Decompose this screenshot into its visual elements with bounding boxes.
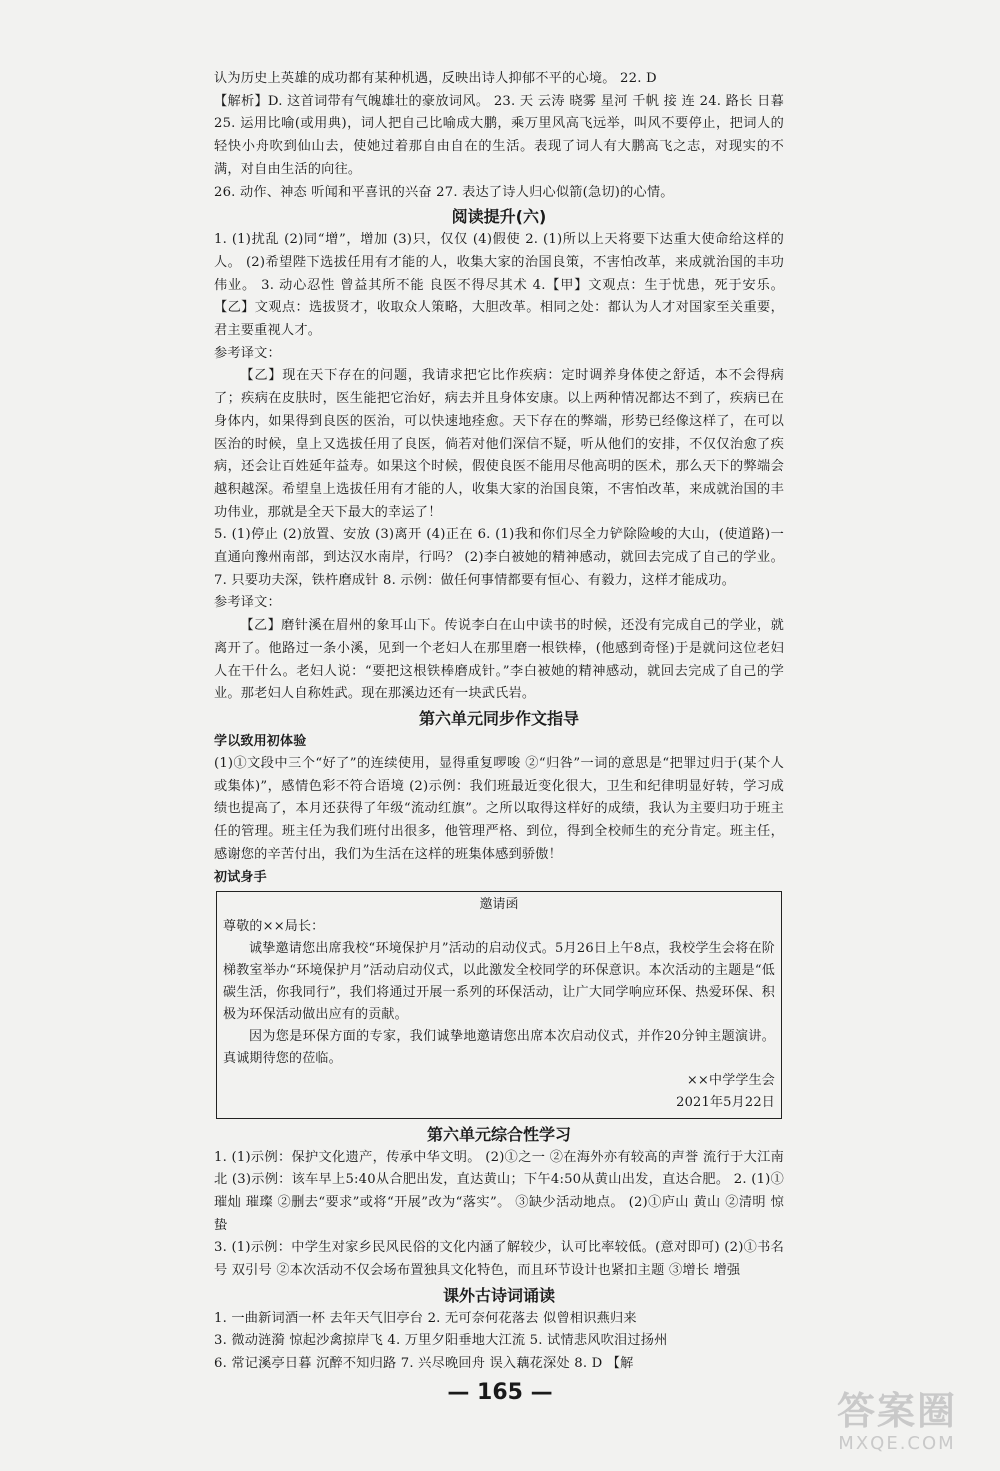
subheading-try: 初试身手: [214, 869, 267, 885]
invitation-paragraph-2: 因为您是环保方面的专家，我们诚挚地邀请您出席本次启动仪式，并作20分钟主题演讲。真诚期待您的莅临。: [223, 1028, 775, 1066]
poetry-line-2: 3. 微动涟漪 惊起沙禽掠岸飞 4. 万里夕阳垂地大江流 5. 试情悲风吹泪过扬州: [214, 1333, 668, 1349]
reference-translation-2: 【乙】磨针溪在眉州的象耳山下。传说李白在山中读书的时候，还没有完成自己的学业，就离开了。他路过一条小溪，见到一个老妇人在那里磨一根铁棒，(他感到奇怪)于是就问这位老妇人在干什么。老妇人说：“要把这根铁棒磨成针。”李白被她的精神感动，就回去完成了自己的学业。那老妇人自称姓武。现在那溪边还有一块武氏岩。: [214, 618, 784, 702]
page-number: — 165 —: [447, 1380, 553, 1405]
reading-answers-part1: 1. (1)扰乱 (2)同“增”，增加 (3)只，仅仅 (4)假使 2. (1)所以上天将要下达重大使命给这样的人。 (2)希望陛下选拔任用有才能的人，收集大家的治国良策，不害怕改革，来成就治国的丰功伟业。 3. 动心忍性 曾益其所不能 良医不得尽其术 4.【甲】文观点：生于忧患，死于安乐。【乙】文观点：选拔贤才，收取众人策略，大胆改革。相同之处：都认为人才对国家至关重要，君主要重视人才。: [214, 232, 784, 339]
invitation-paragraph-1: 诚挚邀请您出席我校“环境保护月”活动的启动仪式。5月26日上午8点，我校学生会将在阶梯教室举办“环境保护月”活动启动仪式，以此激发全校同学的环保意识。本次活动的主题是“低碳生活，你我同行”，我们将通过开展一系列的环保活动，让广大同学响应环保、热爱环保、积极为环保活动做出应有的贡献。: [223, 940, 775, 1022]
invitation-date: 2021年5月22日: [676, 1094, 775, 1110]
intro-line-1: 认为历史上英雄的成功都有某种机遇，反映出诗人抑郁不平的心境。 22. D: [214, 71, 657, 86]
poetry-line-3: 6. 常记溪亭日暮 沉醉不知归路 7. 兴尽晚回舟 误入藕花深处 8. D 【解: [214, 1356, 634, 1372]
reading-answers-part2: 5. (1)停止 (2)放置、安放 (3)离开 (4)正在 6. (1)我和你们尽全力铲除险峻的大山，(使道路)一直通向豫州南部，到达汉水南岸，行吗？ (2)李白被她的精神感动，就回去完成了自己的学业。 7. 只要功夫深，铁杵磨成针 8. 示例：做任何事情都要有恒心、有毅力，这样才能成功。: [214, 527, 784, 588]
watermark-logo: [812, 1389, 982, 1461]
invitation-title: 邀请函: [479, 896, 519, 912]
section-title-poetry: 课外古诗词诵读: [442, 1285, 555, 1305]
reference-label-1: 参考译文：: [214, 345, 281, 361]
comprehensive-answers-1: 1. (1)示例：保护文化遗产，传承中华文明。 (2)①之一 ②在海外亦有较高的声誉 流行于大江南北 (3)示例：该车早上5:40从合肥出发，直达黄山；下午4:50从黄山出发，直达合肥。 2. (1)①璀灿 璀璨 ②删去“要求”或将“开展”改为“落实”。 ③缺少活动地点。 (2)①庐山 黄山 ②清明 惊蛰: [214, 1149, 784, 1233]
section-title-writing: 第六单元同步作文指导: [418, 708, 579, 728]
subheading-practice: 学以致用初体验: [214, 733, 307, 749]
answer-page: [214, 68, 784, 1376]
poetry-line-1: 1. 一曲新词酒一杯 去年天气旧亭台 2. 无可奈何花落去 似曾相识燕归来: [214, 1310, 637, 1326]
invitation-signer: ××中学学生会: [686, 1072, 775, 1088]
reference-translation-1: 【乙】现在天下存在的问题，我请求把它比作疾病：定时调养身体使之舒适，本不会得病了；疾病在皮肤时，医生能把它治好，病去并且身体安康。以上两种情况都达不到了，疾病已在身体内，如果得到良医的医治，可以快速地痊愈。天下存在的弊端，形势已经像这样了，在可以医治的时候，皇上又选拔任用了良医，倘若对他们深信不疑，听从他们的安排，不仅仅治愈了疾病，还会让百姓延年益寿。如果这个时候，假使良医不能用尽他高明的医术，那么天下的弊端会越积越深。希望皇上选拔任用有才能的人，收集大家的治国良策，不害怕改革，来成就治国的丰功伟业，那就是全天下最大的幸运了！: [214, 368, 784, 520]
comprehensive-answers-2: 3. (1)示例：中学生对家乡民风民俗的文化内涵了解较少，认可比率较低。(意对即可) (2)①书名号 双引号 ②本次活动不仅会场布置独具文化特色，而且环节设计也紧扣主题 ③增长 增强: [214, 1240, 784, 1279]
watermark-text-bottom: MXQE.COM: [838, 1433, 956, 1454]
writing-answers: (1)①文段中三个“好了”的连续使用，显得重复啰唆 ②“归咎”一词的意思是“把罪过归于(某个人或集体)”，感情色彩不符合语境 (2)示例：我们班最近变化很大，卫生和纪律明显好转，学习成绩也提高了，本月还获得了年级“流动红旗”。之所以取得这样好的成绩，我认为主要归功于班主任的管理。班主任为我们班付出很多，他管理严格、到位，得到全校师生的充分肯定。班主任，感谢您的辛苦付出，我们为生活在这样的班集体感到骄傲！: [214, 755, 784, 862]
section-title-comprehensive: 第六单元综合性学习: [426, 1124, 571, 1144]
intro-line-2: 【解析】D. 这首词带有气魄雄壮的豪放词风。 23. 天 云涛 晓雾 星河 千帆 接 连 24. 路长 日暮 25. 运用比喻(或用典)，词人把自己比喻成大鹏，乘万里风高飞远举，叫风不要停止，把词人的轻快小舟吹到仙山去，使她过着那自由自在的生活。表现了词人有大鹏高飞之志，对现实的不满，对自由生活的向往。: [214, 93, 784, 177]
invitation-salutation: 尊敬的××局长：: [223, 918, 325, 934]
watermark-text-top: 答案圈: [836, 1389, 957, 1433]
reference-label-2: 参考译文：: [214, 595, 281, 611]
section-title-reading: 阅读提升(六): [451, 207, 547, 227]
invitation-letter-box: [216, 891, 782, 1119]
intro-line-3: 26. 动作、神态 听闻和平喜讯的兴奋 27. 表达了诗人归心似箭(急切)的心情。: [214, 184, 674, 200]
